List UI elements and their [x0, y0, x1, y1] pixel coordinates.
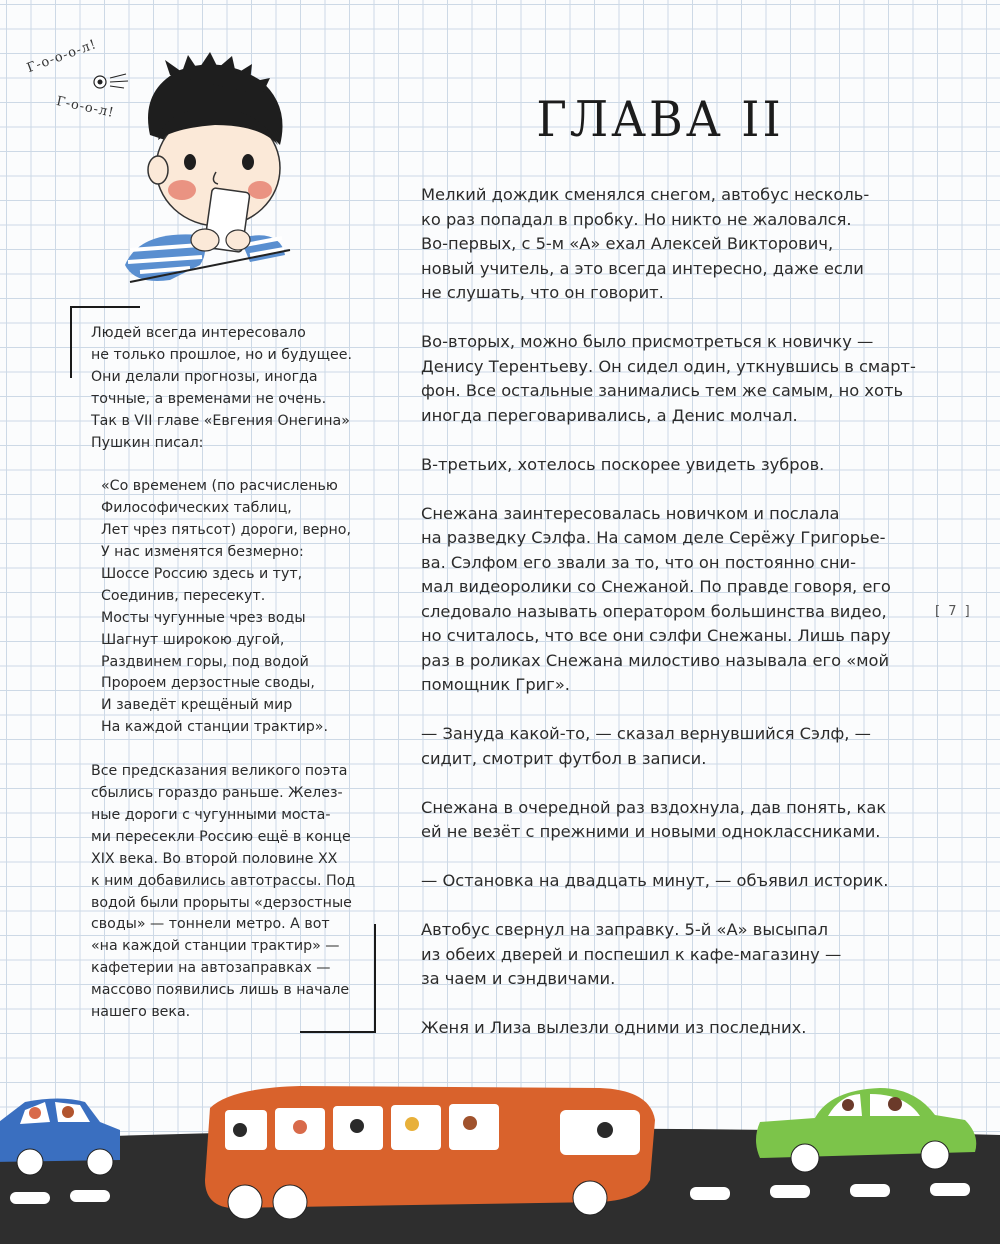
sidebar-line: не только прошлое, но и будущее. — [91, 346, 352, 363]
sidebar-line: кафетерии на автозаправках — — [91, 960, 331, 977]
text-line: на разведку Сэлфа. На самом деле Серёжу Григорье- — [421, 528, 886, 547]
chapter-title: ГЛАВА II — [536, 90, 784, 148]
poem-line: Шагнут широкою дугой, — [101, 631, 285, 648]
text-line: — Остановка на двадцать минут, — объявил историк. — [421, 871, 889, 890]
text-line: Снежана заинтересовалась новичком и послала — [421, 503, 840, 523]
text-line: Денису Терентьеву. Он сидел один, уткнувшись в смарт- — [421, 356, 916, 376]
paragraph — [421, 453, 906, 478]
text-line: сидит, смотрит футбол в записи. — [421, 748, 707, 768]
text-line: мал видеоролики со Снежаной. По правде говоря, его — [421, 577, 891, 596]
sidebar-outro — [91, 761, 371, 1024]
poem-line: Раздвинем горы, под водой — [101, 653, 309, 670]
sidebar-line: XIX века. Во второй половине XX — [91, 850, 338, 867]
poem-line: Лет чрез пятьсот) дороги, верно, — [101, 522, 351, 539]
poem-line: И заведёт крещёный мир — [101, 697, 293, 714]
sidebar-line: сбылись гораздо раньше. Желез- — [91, 785, 343, 801]
orange-bus — [205, 1086, 655, 1219]
text-line: Снежана в очередной раз вздохнула, дав понять, как — [421, 797, 887, 817]
sidebar-line: массово появились лишь в начале — [91, 982, 350, 999]
text-line: иногда переговаривались, а Денис молчал. — [421, 405, 798, 425]
pushkin-quote — [91, 476, 371, 739]
text-line: фон. Все остальные занимались тем же самым, но хоть — [421, 381, 904, 400]
text-line: Женя и Лиза вылезли одними из последних. — [421, 1018, 807, 1037]
poem-line: Соединив, пересекут. — [101, 587, 266, 604]
poem-line: Шоссе Россию здесь и тут, — [101, 565, 303, 582]
paragraph — [421, 918, 906, 992]
sidebar-line: водой были прорыты «дерзостные — [91, 894, 352, 911]
text-line: следовало называть оператором большинства видео, — [421, 601, 887, 621]
sidebar-bracket-top — [70, 306, 140, 308]
text-line: В-третьих, хотелось поскорее увидеть зубров. — [421, 454, 825, 474]
paragraph — [421, 330, 916, 428]
sidebar-line: точные, а временами не очень. — [91, 390, 327, 407]
sidebar-line: «на каждой станции трактир» — — [91, 938, 340, 955]
text-line: Во-вторых, можно было присмотреться к новичку — — [421, 332, 874, 351]
sidebar-line: к ним добавились автотрассы. Под — [91, 872, 356, 889]
text-line: ей не везёт с прежними и новыми одноклассниками. — [421, 822, 881, 841]
sidebar-line: Все предсказания великого поэта — [91, 763, 348, 780]
sidebar-bracket-right — [374, 924, 376, 1032]
sidebar-line: Пушкин писал: — [91, 434, 204, 451]
text-line: ва. Сэлфом его звали за то, что он постоянно сни- — [421, 552, 856, 572]
paragraph — [421, 183, 906, 306]
text-line: за чаем и сэндвичами. — [421, 969, 616, 988]
sidebar-note — [91, 323, 371, 1046]
sidebar-line: своды» — тоннели метро. А вот — [91, 916, 330, 933]
text-line: помощник Григ». — [421, 675, 570, 694]
text-line: ко раз попадал в пробку. Но никто не жаловался. — [421, 209, 852, 229]
sidebar-line: нашего века. — [91, 1004, 191, 1021]
paragraph — [421, 869, 906, 894]
text-line: Автобус свернул на заправку. 5-й «А» высыпал — [421, 920, 829, 939]
text-line: Мелкий дождик сменялся снегом, автобус несколь- — [421, 185, 870, 204]
text-line: не слушать, что он говорит. — [421, 283, 664, 302]
sidebar-line: Людей всегда интересовало — [91, 325, 306, 341]
poem-line: «Со временем (по расчисленью — [101, 478, 338, 495]
poem-line: Философических таблиц, — [101, 500, 292, 517]
text-line: но считалось, что все они сэлфи Снежаны. Лишь пару — [421, 626, 891, 645]
text-line: из обеих дверей и поспешил к кафе-магазину — — [421, 944, 842, 964]
goal-chant-2: Г-о-о-л! — [54, 94, 116, 121]
goal-chant-1: Г-о-о-о-л! — [25, 36, 99, 77]
sidebar-line: Так в VII главе «Евгения Онегина» — [91, 412, 350, 429]
chapter-body — [421, 183, 916, 1065]
paragraph — [421, 796, 906, 845]
poem-line: У нас изменятся безмерно: — [101, 544, 304, 561]
page-number: [ 7 ] — [935, 604, 972, 619]
poem-line: Мосты чугунные чрез воды — [101, 609, 306, 626]
sidebar-line: ми пересекли Россию ещё в конце — [91, 828, 351, 845]
poem-line: Пророем дерзостные своды, — [101, 675, 315, 692]
sidebar-intro — [91, 323, 371, 454]
text-line: новый учитель, а это всегда интересно, даже если — [421, 258, 864, 278]
paragraph — [421, 722, 906, 771]
sidebar-line: Они делали прогнозы, иногда — [91, 368, 318, 385]
poem-line: На каждой станции трактир». — [101, 719, 328, 736]
soccer-ball-icon — [92, 72, 142, 92]
text-line: Во-первых, с 5-м «А» ехал Алексей Викторович, — [421, 234, 834, 253]
sidebar-bracket-left — [70, 306, 72, 378]
sidebar-line: ные дороги с чугунными моста- — [91, 806, 331, 823]
paragraph — [421, 502, 906, 698]
road-illustration — [0, 1080, 1000, 1244]
paragraph — [421, 1016, 906, 1041]
text-line: раз в роликах Снежана милостиво называла его «мой — [421, 650, 890, 670]
text-line: — Зануда какой-то, — сказал вернувшийся Сэлф, — — [421, 724, 871, 743]
